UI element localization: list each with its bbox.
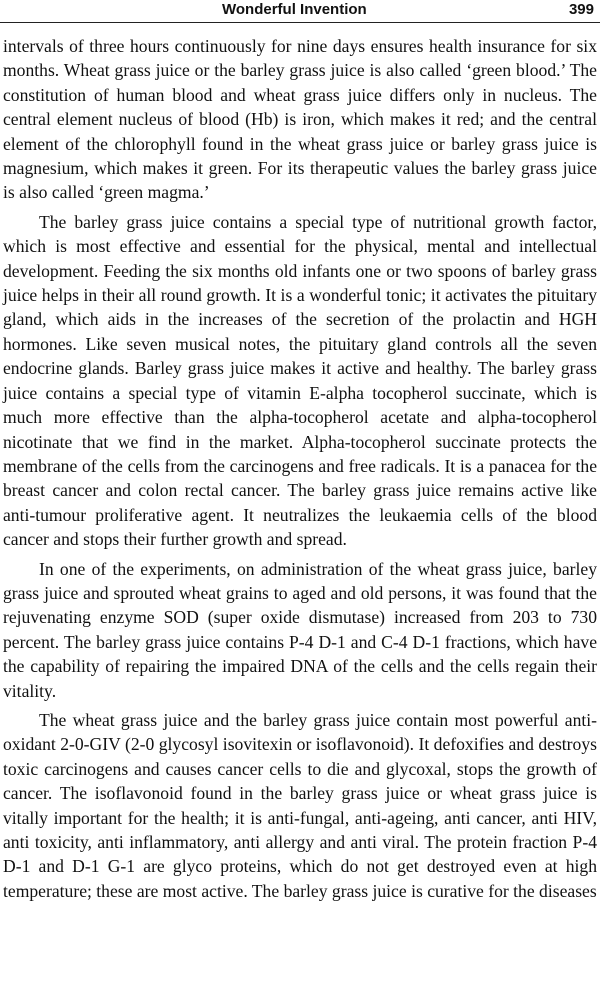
page-number: 399 — [568, 1, 594, 18]
body-text — [3, 34, 597, 908]
chapter-title: Wonderful Invention — [222, 1, 367, 18]
paragraph-continued: intervals of three hours continuously for nine days ensures health insurance for six months. Wheat grass juice or the barley grass juice is also called ‘green blood.’ The constitution of human blood and wheat grass juice differs only in nucleus. The central element nucleus of blood (Hb) is iron, which makes it red; and the central element of the chlorophyll found in the wheat grass juice or barley grass juice is magnesium, which makes it green. For its therapeutic values the barley grass juice is also called ‘green magma.’ — [3, 36, 597, 203]
paragraph-antioxidant: The wheat grass juice and the barley grass juice contain most powerful anti-oxidant 2-0-GIV (2-0 glycosyl isovitexin or isoflavonoid). It defoxifies and destroys toxic carcinogens and causes cancer cells to die and glycoxal, stops the growth of cancer. The isoflavonoid found in the barley grass juice or wheat grass juice is vitally important for the health; it is anti-fungal, anti-ageing, anti cancer, anti HIV, anti toxicity, anti inflammatory, anti allergy and anti viral. The protein fraction P-4 D-1 and D-1 G-1 are glyco proteins, which do not get destroyed even at high temperature; these are most active. The barley grass juice is curative for the diseases — [3, 709, 597, 901]
paragraph-sod-experiment: In one of the experiments, on administration of the wheat grass juice, barley grass juice and sprouted wheat grains to aged and old persons, it was found that the rejuvenating enzyme SOD (super oxide dismutase) increased from 203 to 730 percent. The barley grass juice contains P-4 D-1 and C-4 D-1 fractions, which have the capability of repairing the impaired DNA of the cells and the cells regain their vitality. — [3, 558, 597, 701]
paragraph-barley-growth-factor: The barley grass juice contains a special type of nutritional growth factor, which is most effective and essential for the physical, mental and intellectual development. Feeding the six months old infants one or two spoons of barley grass juice helps in their all round growth. It is a wonderful tonic; it activates the pituitary gland, which aids in the increases of the secretion of the prolactin and HGH hormones. Like seven musical notes, the pituitary gland controls all the seven endocrine glands. Barley grass juice makes it active and healthy. The barley grass juice contains a special type of vitamin E-alpha tocopherol succinate, which is much more effective than the alpha-tocopherol acetate and alpha-tocopherol nicotinate that we find in the market. Alpha-tocopherol succinate protects the membrane of the cells from the carcinogens and free radicals. It is a panacea for the breast cancer and colon rectal cancer. The barley grass juice remains active like anti-tumour proliferative agent. It neutralizes the leukaemia cells of the blood cancer and stops their further growth and spread. — [3, 211, 597, 550]
running-header — [0, 0, 600, 23]
